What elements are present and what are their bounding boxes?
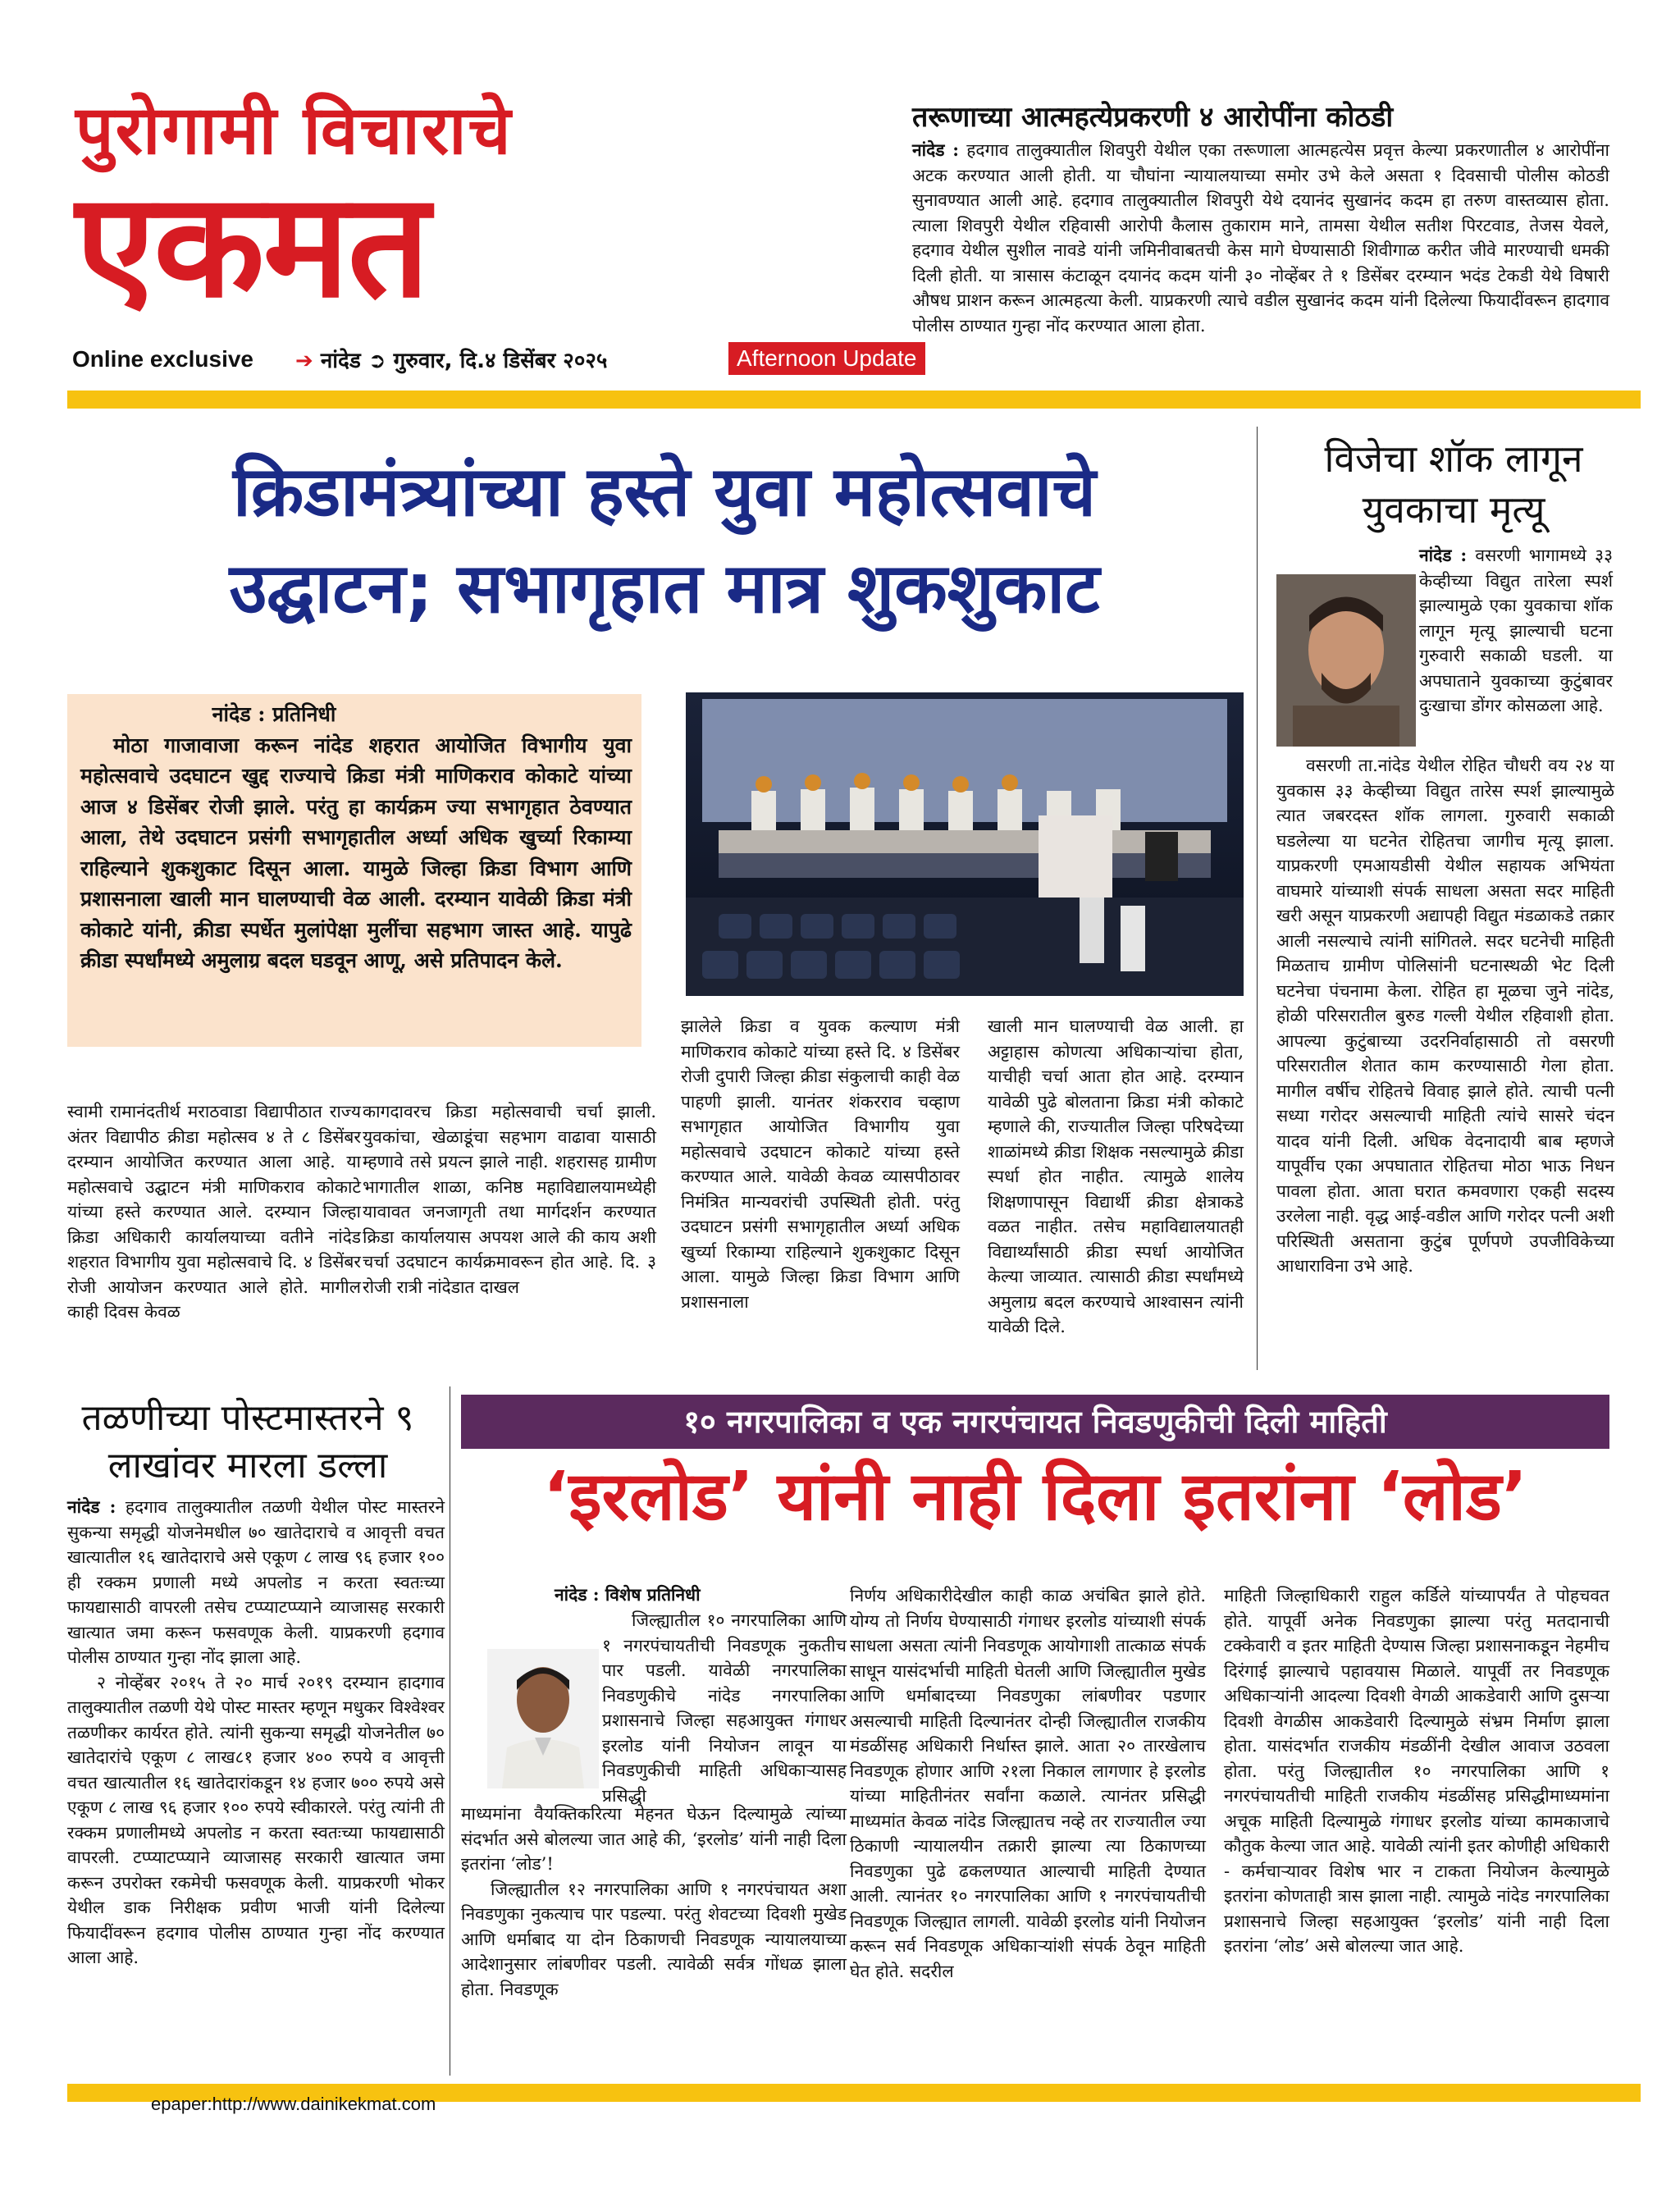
election-column-1-paragraph-2: जिल्ह्यातील १२ नगरपालिका आणि १ नगरपंचायत अशा निवडणुका नुकत्याच पार पडल्या. परंतु शेवटच्या दिवशी मुखेड आणि धर्माबाद या दोन ठिकाणची निवडणूक न्यायालयाच्या आदेशानुसार लांबणीवर पडली. त्यावेळी सर्वत्र गोंधळ झाला होता. निवडणूक	[461, 1879, 847, 1999]
main-story-column-4	[988, 1014, 1244, 1340]
election-column-1-top	[602, 1608, 847, 1808]
epaper-url[interactable]: epaper:http://www.dainikekmat.com	[151, 2094, 436, 2114]
edition-date	[295, 345, 607, 374]
official-portrait	[487, 1649, 599, 1788]
main-story-column-1	[67, 1099, 361, 1325]
top-story-text: हदगाव तालुक्यातील शिवपुरी येथील एका तरूणाला आत्महत्येस प्रवृत्त केल्या प्रकरणातील ४ आरोपींना अटक करण्यात आली होती. या चौघांना न्यायालयाच्या समोर उभे केले असता १ दिवसाची पोलीस कोठडी सुनावण्यात आली आहे. हदगाव तालुक्यातील शिवपुरी येथे दयानंद सुखानंद कदम हा तरुण वास्तव्यास होता. त्याला शिवपुरी येथील रहिवासी आरोपी कैलास तुकाराम माने, तामसा येथील सतीश पिरटवाड, तेजस येवले, हदगाव येथील सुशील नावडे यांनी जमिनीवाबतची केस मागे घेण्यासाठी शिवीगाळ करीत जीवे मारण्याची धमकी दिली होती. या त्रासास कंटाळून दयानंद कदम यांनी ३० नोव्हेंबर ते १ डिसेंबर दरम्यान भदंड टेकडी येथे विषारी औषध प्राशन करून आत्महत्या केली. याप्रकरणी त्याचे वडील सुखानंद कदम यांनी दिलेल्या फियादींवरून हादगाव पोलीस ठाण्यात गुन्हा नोंद करण्यात आला होता.	[912, 140, 1609, 336]
top-divider-bar	[67, 391, 1641, 409]
edition-date-text: नांदेड ➲ गुरुवार, दि.४ डिसेंबर २०२५	[320, 349, 608, 373]
right-story-intro: वसरणी भागामध्ये ३३ केव्हीच्या विद्युत तारेला स्पर्श झाल्यामुळे एका युवकाचा शॉक लागून मृत्यू झाल्याची घटना गुरुवारी सकाळी घडली. या अपघाताने युवकाच्या कुटुंबावर दुःखाचा डोंगर कोसळला आहे.	[1419, 546, 1613, 715]
main-headline-line2: उद्घाटन; सभागृहात मात्र शुकशुकाट	[229, 548, 1100, 628]
top-story-dateline: नांदेड :	[912, 139, 960, 160]
main-byline: नांदेड : प्रतिनिधी	[212, 702, 336, 726]
main-story-column-1-text: स्वामी रामानंदतीर्थ मराठवाडा विद्यापीठात राज्य अंतर विद्यापीठ क्रीडा महोत्सव ४ ते ८ डिसेंबर दरम्यान आयोजित करण्यात आला आहे. या महोत्सवाचे उद्घाटन मंत्री माणिकराव कोकाटे यांच्या हस्ते करण्यात आले. दरम्यान जिल्हा क्रिडा अधिकारी कार्यालयाच्या वतीने नांदेड शहरात विभागीय युवा महोत्सवाचे दि. ४ डिसेंबर रोजी आयोजन करण्यात आले होते. मागील काही दिवस केवळ	[67, 1102, 361, 1322]
postmaster-dateline: नांदेड :	[67, 1496, 116, 1517]
election-column-3	[1224, 1583, 1609, 1959]
main-story-column-2-text: कागदावरच क्रिडा महोत्सवाची चर्चा झाली. युवकांचा, खेळाडूंचा सहभाग वाढावा यासाठी म्हणावे तसे प्रयत्न झाले नाही. शहरासह ग्रामीण भागातील शाळा, कनिष्ठ महाविद्यालयामध्येही यावावत जनजागृती तथा मार्गदर्शन करण्यात क्रिडा कार्यालयास अपयश आले की काय अशी चर्चा उदघाटन कार्यक्रमावरून होत आहे. दि. ३ रोजी रात्री नांदेडात दाखल	[363, 1102, 656, 1297]
column-divider	[1257, 427, 1258, 1370]
lead-paragraph: मोठा गाजावाजा करून नांदेड शहरात आयोजित विभागीय युवा महोत्सवाचे उदघाटन खुद्द राज्याचे क्रिडा मंत्री माणिकराव कोकाटे यांच्या आज ४ डिसेंबर रोजी झाले. परंतु हा कार्यक्रम ज्या सभागृहात ठेवण्यात आला, तेथे उदघाटन प्रसंगी सभागृहातील अर्ध्या अधिक खुर्च्या रिकाम्या राहिल्याने शुकशुकाट दिसून आला. यामुळे जिल्हा क्रिडा विभाग आणि प्रशासनाला खाली मान घालण्याची वेळ आली. दरम्यान यावेळी क्रिडा मंत्री कोकाटे यांनी, क्रीडा स्पर्धेत मुलांपेक्षा मुलींचा सहभाग जास्त आहे. यापुढे क्रीडा स्पर्धांमध्ये अमुलाग्र बदल घडवून आणू, असे प्रतिपादन केले.	[80, 733, 632, 972]
masthead-tagline: पुरोगामी विचाराचे	[75, 92, 513, 170]
main-story-column-3	[681, 1014, 960, 1314]
postmaster-headline: तळणीच्या पोस्टमास्तरने ९ लाखांवर मारला डल्ला	[81, 1397, 414, 1487]
right-story-paragraph: वसरणी ता.नांदेड येथील रोहित चौधरी वय २४ या युवकास ३३ केव्हीच्या विद्युत तारेस स्पर्श झाल्यामुळे त्यात जबरदस्त शॉक लागला. गुरुवारी सकाळी घडलेल्या या घटनेत रोहितचा जागीच मृत्यू झाला. याप्रकरणी एमआयडीसी येथील सहायक अभियंता वाघमारे यांच्याशी संपर्क साधला असता सदर माहिती खरी असून याप्रकरणी अद्यापही विद्युत मंडळाकडे तक्रार आली नसल्याचे त्यांनी सांगितले. सदर घटनेची माहिती मिळताच ग्रामीण पोलिसांनी घटनास्थळी भेट दिली घटनेचा पंचनामा केला. रोहित हा मूळचा जुने नांदेड, होळी परिसरातील बुरुड गल्ली येथील रहिवाशी होता. आपल्या कुटुंबाच्या उदरनिर्वाहासाठी तो वसरणी परिसरातील शेतात काम करण्यासाठी गेला होता. मागील वर्षीच रोहितचे विवाह झाले होते. त्याची पत्नी सध्या गरोदर असल्याची माहिती त्यांचे सासरे चंदन यादव यांनी दिली. अधिक वेदनादायी बाब म्हणजे यापूर्वीच एका अपघातात रोहितचा मोठा भाऊ निधन पावला होता. आता घरात कमवणारा एकही सदस्य उरलेला नाही. वृद्ध आई-वडील आणि गरोदर पत्नी अशी परिस्थिती असताना कुटुंब पूर्णपणे उपजीविकेच्या आधाराविना उभे आहे.	[1276, 756, 1614, 1276]
postmaster-body	[67, 1495, 445, 1971]
event-stage-photo	[686, 692, 1244, 996]
election-column-1-top-text: जिल्ह्यातील १० नगरपालिका आणि १ नगरपंचायतीची निवडणूक नुकतीच पार पडली. यावेळी नगरपालिका निवडणुकीचे नांदेड नगरपालिका प्रशासनाचे जिल्हा सहआयुक्त गंगाधर इरलोड यांनी नियोजन लावून या निवडणुकीची माहिती अधिकाऱ्यासह प्रसिद्धी	[602, 1610, 847, 1806]
election-headline: ‘इरलोड’ यांनी नाही दिला इतरांना ‘लोड’	[543, 1458, 1527, 1536]
election-column-1-bottom	[461, 1802, 847, 2002]
main-story-column-3-text: झालेले क्रिडा व युवक कल्याण मंत्री माणिकराव कोकाटे यांच्या हस्ते दि. ४ डिसेंबर रोजी दुपारी जिल्हा क्रीडा संकुलाची काही वेळ पाहणी झाली. यानंतर शंकरराव चव्हाण सभागृहात आयोजित विभागीय युवा महोत्सवाचे उदघाटन कोकाटे यांच्या हस्ते करण्यात आले. यावेळी केवळ व्यासपीठावर निमंत्रित मान्यवरांची उपस्थिती होती. परंतु उदघाटन प्रसंगी सभागृहातील अर्ध्या अधिक खुर्च्या रिकाम्या राहिल्याने शुकशुकाट दिसून आला. यामुळे जिल्हा क्रिडा विभाग आणि प्रशासनाला	[681, 1016, 960, 1312]
victim-portrait	[1276, 574, 1416, 747]
top-story-body	[912, 138, 1609, 338]
main-story-column-4-text: खाली मान घालण्याची वेळ आली. हा अट्टाहास कोणत्या अधिकाऱ्यांचा होता, याचीही चर्चा आता होत आहे. दरम्यान यावेळी पुढे बोलताना क्रिडा मंत्री कोकाटे म्हणाले की, राज्यातील जिल्हा परिषदेच्या शाळांमध्ये क्रीडा शिक्षक नसल्यामुळे क्रीडा स्पर्धा होत नाहीत. त्यामुळे शालेय शिक्षणापासून विद्यार्थी क्रीडा क्षेत्राकडे वळत नाहीत. तसेच महाविद्यालयातही विद्यार्थ्यांसाठी क्रीडा स्पर्धा आयोजित केल्या जाव्यात. त्यासाठी क्रीडा स्पर्धांमध्ये अमुलाग्र बदल करण्याचे आश्वासन त्यांनी यावेळी दिले.	[988, 1016, 1244, 1336]
election-column-1-paragraph-1: माध्यमांना वैयक्तिकरित्या मेहनत घेऊन दिल्यामुळे त्यांच्या संदर्भात असे बोलल्या जात आहे की, ‘इरलोड’ यांनी नाही दिला इतरांना ‘लोड’!	[461, 1804, 847, 1874]
postmaster-paragraph-2: २ नोव्हेंबर २०१५ ते २० मार्च २०१९ दरम्यान हादगाव तालुक्यातील तळणी येथे पोस्ट मास्तर म्हणून मधुकर विश्वेश्वर तळणीकर कार्यरत होते. त्यांनी सुकन्या समृद्धी योजनेतील ७० खातेदारांचे एकूण ८ लाख८१ हजार ४०० रुपये व आवृत्ती वचत खात्यातील १६ खातेदारांकडून १४ हजार ७०० रुपये असे एकूण ८ लाख ९६ हजार १०० रुपये स्वीकारले. परंतु त्यांनी ती रक्कम प्रणालीमध्ये अपलोड न करता स्वतःच्या फायद्यासाठी वापरली. टप्प्याटप्प्याने व्याजासह सरकारी खात्यात जमा करून उपरोक्त रकमेची फसवणूक केली. याप्रकरणी भोकर येथील डाक निरीक्षक प्रवीण भाजी यांनी दिलेल्या फियादींवरून हदगाव पोलीस ठाण्यात गुन्हा नोंद करण्यात आला आहे.	[67, 1672, 445, 1967]
election-column-2	[850, 1583, 1206, 1984]
main-headline-line1: क्रिडामंत्र्यांच्या हस्ते युवा महोत्सवाचे	[232, 451, 1097, 532]
election-byline: नांदेड : विशेष प्रतिनिधी	[555, 1584, 701, 1605]
right-story-dateline: नांदेड :	[1419, 545, 1468, 565]
newspaper-logo: एकमत	[75, 162, 429, 330]
election-band-text: १० नगरपालिका व एक नगरपंचायत निवडणुकीची दिली माहिती	[683, 1404, 1387, 1440]
online-exclusive-label: Online exclusive	[72, 346, 253, 372]
election-column-3-text: माहिती जिल्हाधिकारी राहुल कर्डिले यांच्यापर्यंत ते पोहचवत होते. यापूर्वी अनेक निवडणुका झाल्या परंतु मतदानाची टक्केवारी व इतर माहिती देण्यास जिल्हा प्रशासनाकडून नेहमीच दिरंगाई झाल्याचे पहावयास मिळाले. यापूर्वी तर निवडणूक अधिकाऱ्यांनी आदल्या दिवशी वेगळी आकडेवारी आणि दुसऱ्या दिवशी वेगळीस आकडेवारी दिल्यामुळे संभ्रम निर्माण झाला होता. यासंदर्भात राजकीय मंडळींनी देखील आवाज उठवला होता. परंतु जिल्ह्यातील १० नगरपालिका आणि १ नगरपंचायतीची माहिती राजकीय मंडळींसह प्रसिद्धीमाध्यमांना अचूक माहिती दिल्यामुळे गंगाधर इरलोड यांच्या कामकाजाचे कौतुक केल्या जात आहे. यावेळी त्यांनी इतर कोणीही अधिकारी - कर्मचाऱ्यावर विशेष भार न टाकता नियोजन केल्यामुळे इतरांना कोणताही त्रास झाला नाही. त्यामुळे नांदेड नगरपालिका प्रशासनाचे जिल्हा सहआयुक्त ‘इरलोड’ यांनी नाही दिला इतरांना ‘लोड’ असे बोलल्या जात आहे.	[1224, 1586, 1609, 1956]
top-story-headline: तरूणाच्या आत्महत्येप्रकरणी ४ आरोपींना कोठडी	[912, 101, 1394, 134]
arrow-icon: ➔	[295, 349, 313, 373]
lead-text	[80, 699, 632, 976]
postmaster-paragraph-1: हदगाव तालुक्यातील तळणी येथील पोस्ट मास्तरने सुकन्या समृद्धी योजनेमधील ७० खातेदाराचे व आवृत्ती वचत खात्यातील १६ खातेदाराचे असे एकूण ८ लाख ९६ हजार १०० ही रक्कम प्रणाली मध्ये अपलोड न करता स्वतःच्या फायद्यासाठी वापरली तसेच टप्प्याटप्प्याने व्याजासह सरकारी खात्यात जमा करून फसवणूक केली. याप्रकरणी हदगाव पोलीस ठाण्यात गुन्हा नोंद झाला आहे.	[67, 1497, 445, 1667]
right-story-headline: विजेचा शॉक लागून युवकाचा मृत्यू	[1324, 436, 1583, 532]
main-story-column-2	[363, 1099, 656, 1299]
election-column-2-text: निर्णय अधिकारीदेखील काही काळ अचंबित झाले होते. योग्य तो निर्णय घेण्यासाठी गंगाधर इरलोड यांच्याशी संपर्क साधला असता त्यांनी निवडणूक आयोगाशी तात्काळ संपर्क साधून यासंदर्भाची माहिती घेतली आणि जिल्ह्यातील मुखेड आणि धर्माबादच्या निवडणुका लांबणीवर पडणार असल्याची माहिती दिल्यानंतर दोन्ही जिल्ह्यातील राजकीय मंडळींसह अधिकारी निर्धास्त झाले. आता २० तारखेलाच निवडणूक होणार आणि २१ला निकाल लागणार हे इरलोड यांच्या माहितीनंतर सर्वांना कळाले. त्यानंतर प्रसिद्धी माध्यमांत केवळ नांदेड जिल्ह्यातच नव्हे तर राज्यातील ज्या ठिकाणी न्यायालयीन तक्रारी झाल्या त्या ठिकाणच्या निवडणुका पुढे ढकलण्यात आल्याची माहिती देण्यात आली. त्यानंतर १० नगरपालिका आणि १ नगरपंचायतीची निवडणूक जिल्ह्यात लागली. यावेळी इरलोड यांनी नियोजन करून सर्व निवडणूक अधिकाऱ्यांशी संपर्क ठेवून माहिती घेत होते. सदरील	[850, 1586, 1206, 1981]
right-story-top-text	[1419, 543, 1613, 719]
main-headline	[82, 443, 1247, 637]
right-story-body	[1276, 753, 1614, 1279]
afternoon-update-badge: Afternoon Update	[728, 342, 925, 375]
